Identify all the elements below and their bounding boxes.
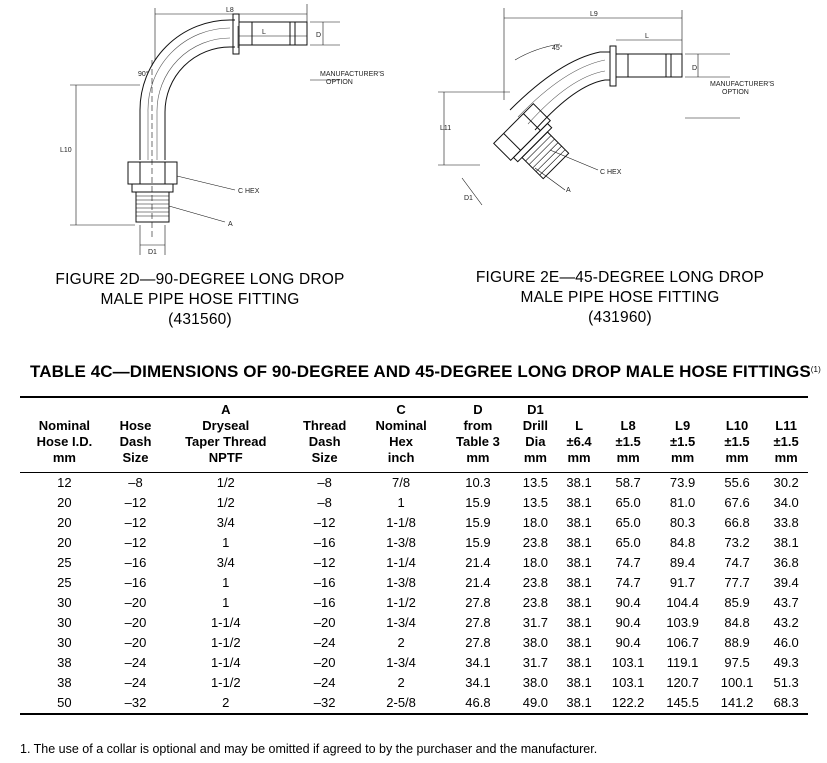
table-cell: 2	[397, 675, 405, 690]
table-cell: 90.4	[615, 635, 641, 650]
table-cell: 106.7	[666, 635, 699, 650]
table-cell: 1-3/8	[386, 535, 416, 550]
table-cell: –20	[124, 635, 147, 650]
table-cell: 90.4	[615, 595, 641, 610]
table-cell: 13.5	[522, 475, 549, 490]
table-cell: 30	[57, 595, 72, 610]
table-cell: 73.9	[669, 475, 696, 490]
table-column-header: L8 ±1.5 mm	[615, 418, 641, 465]
table-cell: 38.1	[566, 635, 592, 650]
table-cell: 27.8	[465, 615, 491, 630]
table-cell: 65.0	[615, 495, 641, 510]
table-cell: 66.8	[724, 515, 750, 530]
table-cell: 43.2	[773, 615, 799, 630]
table-cell: 15.9	[465, 535, 491, 550]
table-cell: 7/8	[392, 475, 411, 490]
figure-2e-l11-label: L11	[440, 125, 452, 132]
table-cell: 1	[222, 575, 230, 590]
table-cell: 145.5	[666, 695, 699, 710]
table-cell: 27.8	[465, 635, 491, 650]
table-cell: 50	[57, 695, 72, 710]
figure-2e-drawing	[440, 0, 800, 270]
table-footnote: 1. The use of a collar is optional and may be omitted if agreed to by the purchaser and the manufacturer.	[20, 742, 598, 756]
table-cell: 34.0	[773, 495, 799, 510]
dimensions-table	[20, 396, 808, 715]
table-cell: 51.3	[773, 675, 799, 690]
table-cell: 46.8	[465, 695, 491, 710]
table-cell: –20	[313, 615, 336, 630]
table-cell: 38.0	[522, 635, 549, 650]
table-title-text: TABLE 4C—DIMENSIONS OF 90-DEGREE AND 45-DEGREE LONG DROP MALE HOSE FITTINGS	[30, 362, 811, 381]
table-cell: 85.9	[724, 595, 750, 610]
table-cell: 2-5/8	[386, 695, 416, 710]
figure-2e-caption-line3: (431960)	[588, 309, 652, 326]
table-cell: 49.0	[522, 695, 549, 710]
table-cell: 12	[57, 475, 72, 490]
table-cell: 20	[57, 515, 72, 530]
table-cell: 1-1/4	[386, 555, 416, 570]
table-cell: 1/2	[216, 495, 235, 510]
table-cell: 91.7	[669, 575, 696, 590]
table-cell: –32	[124, 695, 147, 710]
table-cell: 25	[57, 555, 72, 570]
table-cell: 23.8	[522, 575, 549, 590]
table-cell: 38.1	[773, 535, 799, 550]
table-cell: –12	[124, 495, 147, 510]
figure-2d-d1-label: D1	[148, 249, 157, 256]
table-cell: 39.4	[773, 575, 799, 590]
figure-2d-d-label: D	[316, 32, 322, 39]
table-cell: 84.8	[669, 535, 696, 550]
figure-2d-l8-label: L8	[226, 7, 234, 14]
table-column-header: Hose Dash Size	[119, 418, 152, 465]
table-cell: 34.1	[465, 655, 491, 670]
figure-2e-angle-label: 45°	[552, 45, 563, 52]
table-row	[20, 473, 808, 494]
table-cell: –20	[313, 655, 336, 670]
table-column-header: L ±6.4 mm	[566, 418, 592, 465]
table-cell: 89.4	[669, 555, 696, 570]
table-cell: –12	[124, 515, 147, 530]
table-cell: –8	[317, 495, 332, 510]
table-cell: –16	[124, 575, 147, 590]
figure-2e	[440, 0, 800, 340]
table-cell: –12	[313, 555, 336, 570]
table-cell: 84.8	[724, 615, 750, 630]
table-cell: 21.4	[465, 575, 491, 590]
table-cell: 27.8	[465, 595, 491, 610]
table-cell: 103.9	[666, 615, 699, 630]
figure-2d-drawing	[40, 0, 385, 270]
table-cell: 120.7	[666, 675, 699, 690]
table-cell: 38.1	[566, 615, 592, 630]
table-cell: 30	[57, 635, 72, 650]
table-cell: 38.1	[566, 515, 592, 530]
table-cell: 97.5	[724, 655, 750, 670]
figure-2d-caption-line2: MALE PIPE HOSE FITTING	[100, 291, 300, 308]
table-row	[20, 673, 808, 693]
table-row	[20, 493, 808, 513]
table-cell: 18.0	[522, 555, 549, 570]
figure-2d-l10-label: L10	[60, 147, 72, 154]
table-cell: 103.1	[611, 675, 645, 690]
figure-2d-caption-line3: (431560)	[168, 311, 232, 328]
table-title	[30, 362, 820, 382]
table-cell: 38.1	[566, 655, 592, 670]
table-cell: 38.1	[566, 555, 592, 570]
figure-2e-caption-line2: MALE PIPE HOSE FITTING	[520, 289, 720, 306]
table-cell: 65.0	[615, 515, 641, 530]
table-cell: 23.8	[522, 595, 549, 610]
table-cell: 31.7	[522, 615, 549, 630]
table-cell: 43.7	[773, 595, 799, 610]
table-row	[20, 553, 808, 573]
table-column-header: C Nominal Hex inch	[375, 402, 427, 465]
table-cell: 1-1/4	[210, 615, 241, 630]
table-column-header: Nominal Hose I.D. mm	[36, 418, 93, 465]
figure-2d-l-label: L	[262, 29, 266, 36]
table-cell: 67.6	[724, 495, 750, 510]
table-header-row	[20, 397, 808, 473]
figure-2d	[40, 0, 385, 340]
table-row	[20, 633, 808, 653]
table-column-header: D from Table 3 mm	[456, 402, 500, 465]
table-cell: 38	[57, 655, 72, 670]
figure-2d-angle-label: 90°	[138, 71, 149, 78]
table-cell: 38.1	[566, 495, 592, 510]
table-cell: 1-1/4	[210, 655, 241, 670]
table-column-header: L10 ±1.5 mm	[724, 418, 750, 465]
table-cell: 46.0	[773, 635, 799, 650]
figure-2e-l9-label: L9	[590, 11, 598, 18]
table-cell: –16	[124, 555, 147, 570]
table-cell: 88.9	[724, 635, 750, 650]
figure-2e-a-label: A	[566, 187, 571, 194]
table-cell: 103.1	[611, 655, 645, 670]
table-cell: 1	[222, 595, 230, 610]
table-cell: 3/4	[216, 555, 235, 570]
table-row	[20, 533, 808, 553]
table-cell: 25	[57, 575, 72, 590]
table-cell: 38	[57, 675, 72, 690]
figure-2e-manufacturer-label: MANUFACTURER'S	[710, 81, 775, 88]
table-cell: 74.7	[724, 555, 750, 570]
table-cell: 1-1/2	[210, 635, 241, 650]
table-cell: –20	[124, 595, 147, 610]
table-cell: 15.9	[465, 515, 491, 530]
table-cell: 80.3	[669, 515, 696, 530]
table-cell: –20	[124, 615, 147, 630]
figure-2d-c-hex-label: C HEX	[238, 188, 260, 195]
table-cell: 15.9	[465, 495, 491, 510]
table-cell: –8	[128, 475, 143, 490]
table-cell: –24	[124, 655, 147, 670]
table-cell: 141.2	[720, 695, 754, 710]
table-cell: –24	[313, 635, 336, 650]
table-cell: 38.1	[566, 675, 592, 690]
table-cell: –16	[313, 575, 336, 590]
figure-2d-a-label: A	[228, 221, 233, 228]
table-row	[20, 513, 808, 533]
table-cell: 21.4	[465, 555, 491, 570]
table-row	[20, 573, 808, 593]
table-cell: 1-3/4	[386, 615, 416, 630]
table-cell: 74.7	[615, 575, 641, 590]
figure-2e-c-hex-label: C HEX	[600, 169, 622, 176]
table-cell: 38.1	[566, 535, 592, 550]
table-cell: 119.1	[666, 655, 699, 670]
table-cell: 20	[57, 535, 72, 550]
table-cell: –16	[313, 595, 336, 610]
table-cell: 34.1	[465, 675, 491, 690]
figure-2e-caption-line1: FIGURE 2E—45-DEGREE LONG DROP	[475, 269, 765, 286]
table-row	[20, 653, 808, 673]
table-cell: 38.1	[566, 575, 592, 590]
table-cell: –24	[124, 675, 147, 690]
table-cell: 2	[397, 635, 405, 650]
table-cell: 55.6	[724, 475, 750, 490]
table-cell: 18.0	[522, 515, 549, 530]
table-cell: 3/4	[216, 515, 235, 530]
table-cell: –12	[124, 535, 147, 550]
table-cell: 33.8	[773, 515, 799, 530]
table-cell: 30	[57, 615, 72, 630]
figure-2e-option-label: OPTION	[722, 89, 749, 96]
figure-2d-caption-line1: FIGURE 2D—90-DEGREE LONG DROP	[55, 271, 345, 288]
table-cell: 23.8	[522, 535, 549, 550]
table-cell: 38.1	[566, 695, 592, 710]
table-cell: 122.2	[611, 695, 645, 710]
table-cell: 65.0	[615, 535, 641, 550]
table-column-header: D1 Drill Dia mm	[522, 402, 549, 465]
figure-2d-manufacturer-label: MANUFACTURER'S	[320, 71, 385, 78]
table-cell: 1-1/8	[386, 515, 416, 530]
table-cell: 58.7	[615, 475, 641, 490]
table-title-footnote-marker: (1)	[810, 365, 821, 374]
figure-2d-option-label: OPTION	[326, 79, 353, 86]
table-cell: 68.3	[773, 695, 799, 710]
table-cell: 38.1	[566, 475, 592, 490]
table-cell: –32	[313, 695, 336, 710]
table-cell: 10.3	[465, 475, 491, 490]
table-column-header: L11 ±1.5 mm	[773, 418, 799, 465]
table-cell: –12	[313, 515, 336, 530]
table-cell: 13.5	[522, 495, 549, 510]
table-cell: 36.8	[773, 555, 799, 570]
table-row	[20, 693, 808, 714]
table-cell: –8	[317, 475, 332, 490]
table-cell: 1	[222, 535, 230, 550]
figure-2e-caption	[440, 268, 800, 328]
table-cell: 1-3/4	[386, 655, 416, 670]
table-cell: 100.1	[720, 675, 754, 690]
table-cell: 81.0	[669, 495, 696, 510]
table-cell: 1	[397, 495, 405, 510]
table-cell: 2	[222, 695, 230, 710]
table-cell: 49.3	[773, 655, 799, 670]
table-cell: 73.2	[724, 535, 750, 550]
table-cell: 38.0	[522, 675, 549, 690]
table-cell: 31.7	[522, 655, 549, 670]
figure-2d-caption	[40, 270, 360, 330]
table-cell: 20	[57, 495, 72, 510]
table-cell: 30.2	[773, 475, 799, 490]
table-cell: 90.4	[615, 615, 641, 630]
table-column-header: L9 ±1.5 mm	[669, 418, 696, 465]
table-cell: 1-3/8	[386, 575, 416, 590]
table-body	[20, 473, 808, 715]
table-cell: 104.4	[666, 595, 699, 610]
table-column-header: A Dryseal Taper Thread NPTF	[185, 402, 267, 465]
table-column-header: Thread Dash Size	[302, 418, 347, 465]
table-cell: 74.7	[615, 555, 641, 570]
figure-2e-d1-label: D1	[464, 195, 473, 202]
table-cell: 77.7	[724, 575, 750, 590]
table-cell: 1-1/2	[210, 675, 241, 690]
table-cell: 1-1/2	[386, 595, 416, 610]
table-cell: 1/2	[216, 475, 235, 490]
table-cell: –24	[313, 675, 336, 690]
table-row	[20, 613, 808, 633]
table-cell: 38.1	[566, 595, 592, 610]
figure-2e-l-label: L	[645, 33, 649, 40]
figure-2e-d-label: D	[692, 65, 698, 72]
table-row	[20, 593, 808, 613]
table-cell: –16	[313, 535, 336, 550]
